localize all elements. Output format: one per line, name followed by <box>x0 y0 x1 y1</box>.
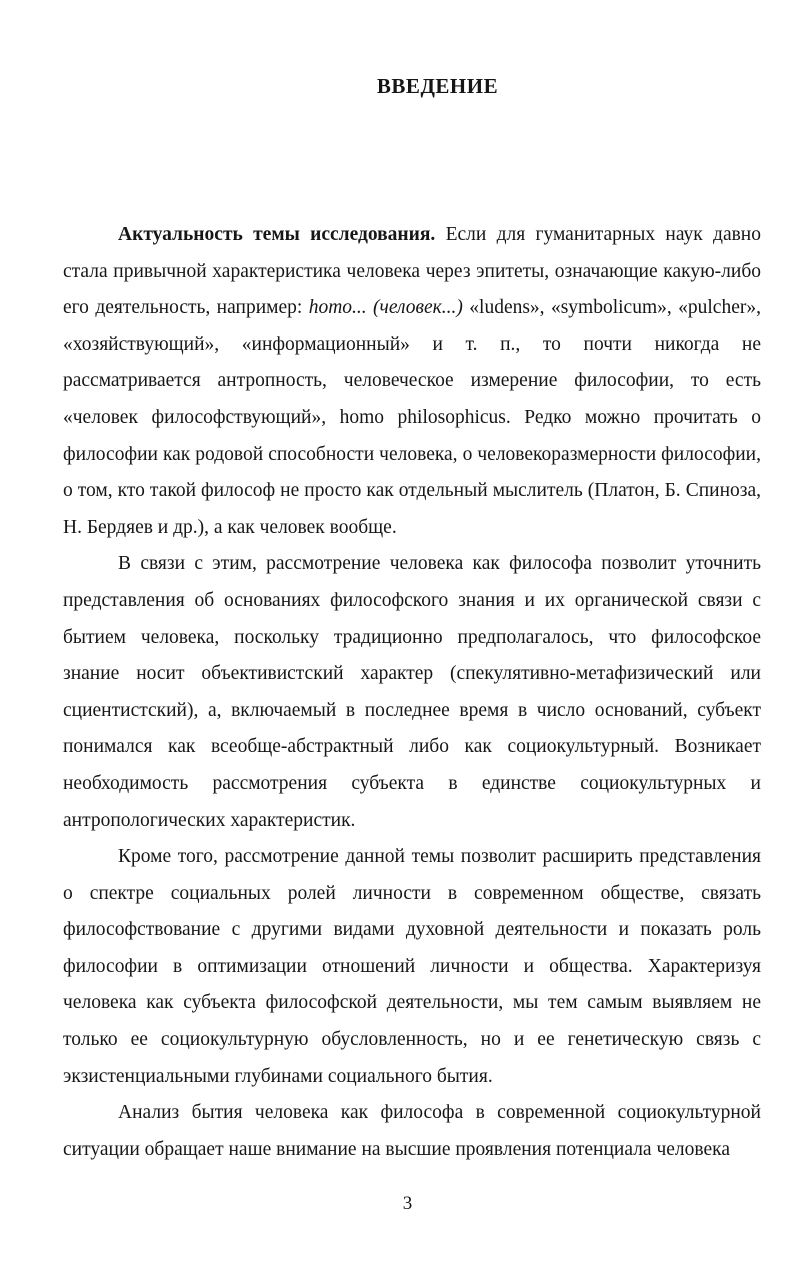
paragraph-text: «ludens», «symbolicum», «pulcher», «хозяйствующий», «информационный» и т. п., то почти никогда не рассматривается антропность, человеческое измерение философии, то есть «человек философствующий», homo philosophicus. Редко можно прочитать о философии как родовой способности человека, о человекоразмерности философии, о том, кто такой философ не просто как отдельный мыслитель (Платон, Б. Спиноза, Н. Бердяев и др.), а как человек вообще. <box>63 297 761 538</box>
page-number: 3 <box>402 1193 413 1214</box>
body-text <box>63 217 761 1168</box>
paragraph: Анализ бытия человека как философа в современной социокультурной ситуации обращает наше внимание на высшие проявления потенциала человека <box>63 1102 761 1160</box>
paragraph-text: Если для гуманитарных наук давно стала привычной характеристика человека через эпитеты, означающие какую-либо его деятельность, например: <box>63 224 761 319</box>
paragraph-relevance <box>63 217 761 546</box>
paragraph: Кроме того, рассмотрение данной темы позволит расширить представления о спектре социальных ролей личности в современном обществе, связать философствование с другими видами духовной деятельности и показать роль философии в оптимизации отношений личности и общества. Характеризуя человека как субъекта философской деятельности, мы тем самым выявляем не только ее социокультурную обусловленность, но и ее генетическую связь с экзистенциальными глубинами социального бытия. <box>63 846 761 1087</box>
paragraph-lead: Актуальность темы исследования. <box>118 224 436 245</box>
paragraph: В связи с этим, рассмотрение человека как философа позволит уточнить представления об основаниях философского знания и их органической связи с бытием человека, поскольку традиционно предполагалось, что философское знание носит объективистский характер (спекулятивно-метафизический или сциентистский), а, включаемый в последнее время в число оснований, субъект понимался как всеобще-абстрактный либо как социокультурный. Возникает необходимость рассмотрения субъекта в единстве социокультурных и антропологических характеристик. <box>63 553 761 831</box>
section-heading: ВВЕДЕНИЕ <box>376 74 499 98</box>
italic-term: homo... (человек...) <box>308 297 463 319</box>
